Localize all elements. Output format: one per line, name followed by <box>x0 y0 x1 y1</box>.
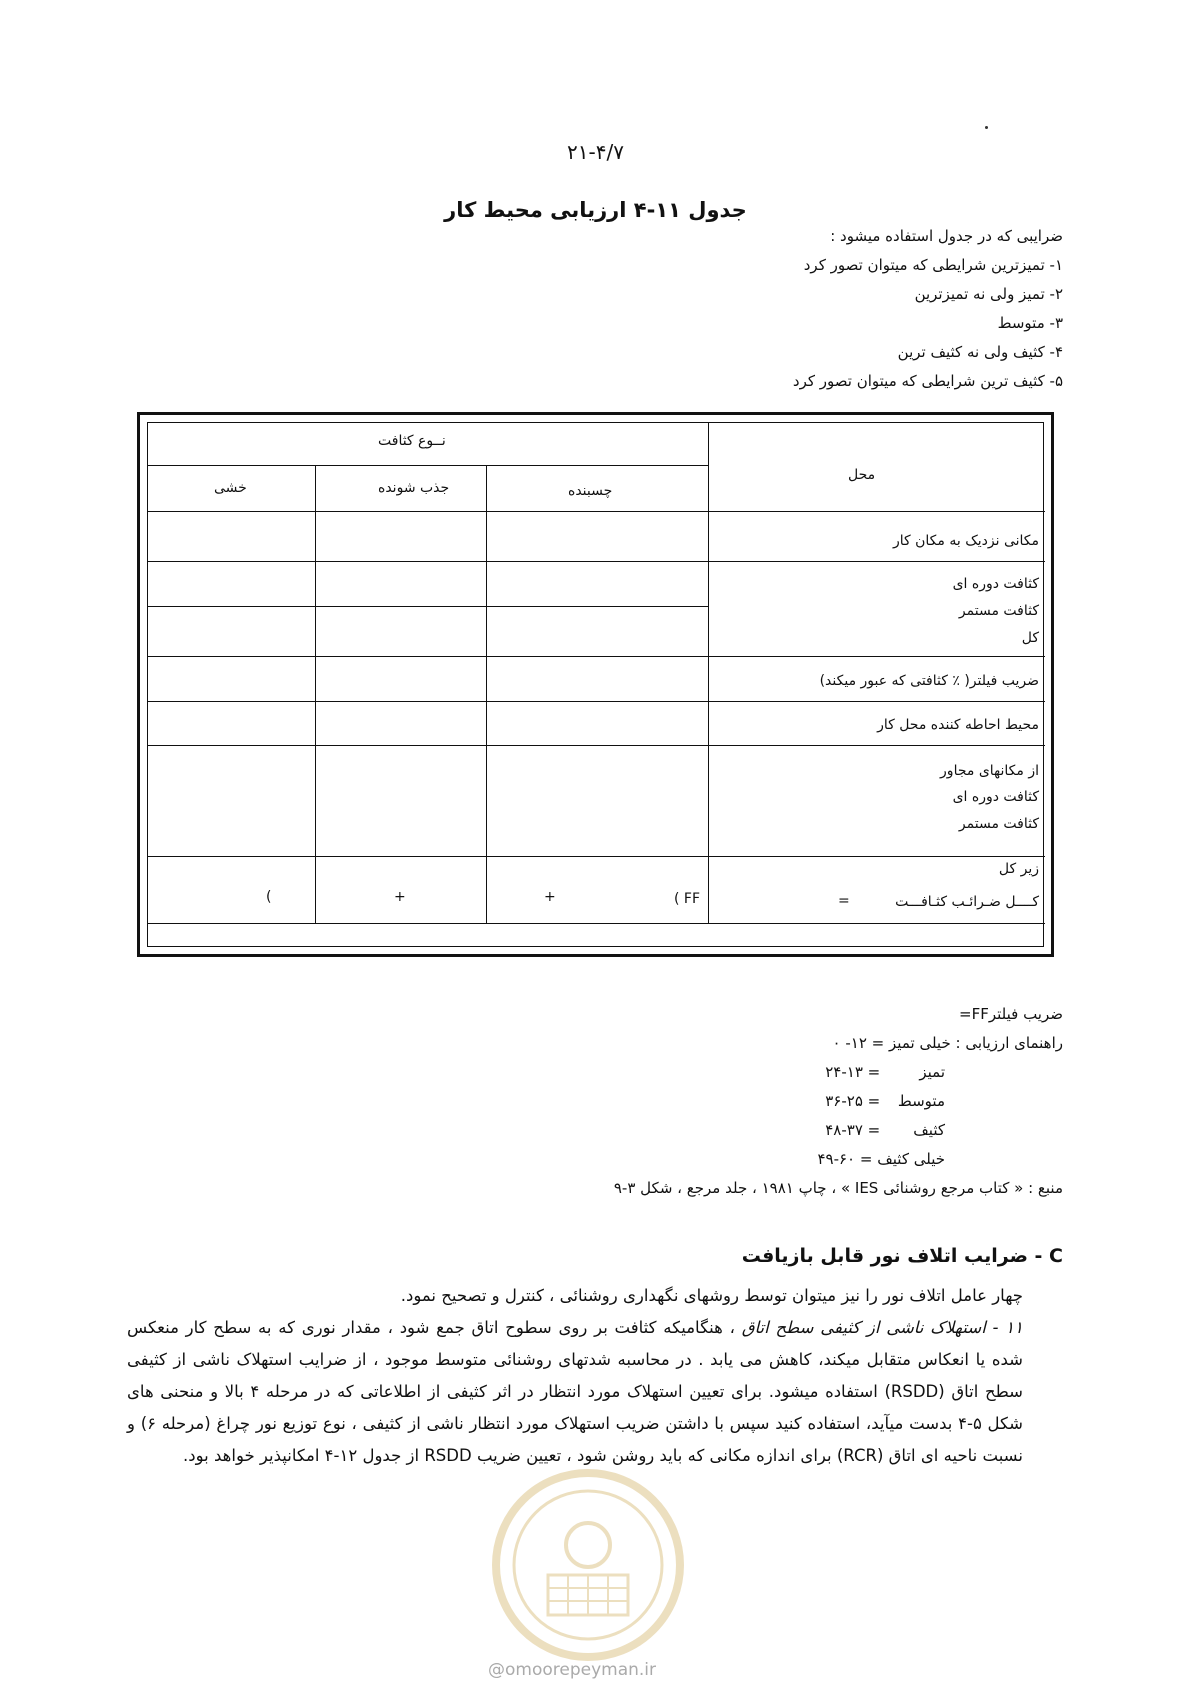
formula-plus-1: + <box>544 889 556 905</box>
level-4: ۴- کثیف ولی نه کثیف ترین <box>897 343 1063 361</box>
guide-average-range: = ۳۶-۲۵ <box>825 1092 881 1110</box>
row-adjacent: از مکانهای مجاور <box>940 763 1039 779</box>
guide-clean-label: تمیز <box>919 1063 945 1081</box>
hline-header-bottom <box>148 511 708 512</box>
hline-loc-header <box>708 511 1045 512</box>
divider-col-2 <box>315 465 316 923</box>
divider-col-1 <box>486 465 487 923</box>
guide-average-label: متوسط <box>897 1092 945 1110</box>
guide-line-2 <box>463 1058 1063 1087</box>
paragraph-1: چهار عامل اتلاف نور را نیز میتوان توسط روشهای نگهداری روشنائی ، کنترل و تصحیح نمود. <box>400 1286 1023 1305</box>
guide-label: راهنمای ارزیابی : <box>955 1034 1063 1052</box>
level-5: ۵- کثیف ترین شرایطی که میتوان تصور کرد <box>792 372 1063 390</box>
source-line: منبع : « کتاب مرجع روشنائی IES » ، چاپ ۱۹۸۱ ، جلد مرجع ، شکل ۳-۹ <box>613 1179 1063 1197</box>
row-near-workplace: مکانی نزدیک به مکان کار <box>892 533 1039 549</box>
section-body <box>127 1280 1063 1472</box>
guide-line-1 <box>463 1029 1063 1058</box>
level-2: ۲- تمیز ولی نه تمیزترین <box>914 285 1063 303</box>
hline-group-header <box>148 465 708 466</box>
watermark-seal-icon <box>488 1465 688 1665</box>
formula-ff: ( FF <box>674 891 701 907</box>
footer-site: @omoorepeyman.ir <box>488 1660 657 1680</box>
paragraph-2-heading: ۱۱ - استهلاک ناشی از کثیفی سطح اتاق <box>741 1318 1023 1337</box>
hline-row-6 <box>148 923 1045 924</box>
level-1: ۱- تمیزترین شرایطی که میتوان تصور کرد <box>803 256 1063 274</box>
section-heading: C - ضرایب اتلاف نور قابل بازیافت <box>741 1245 1063 1267</box>
notes-block <box>463 1000 1063 1203</box>
guide-very-dirty-range: = ۶۰-۴۹ <box>817 1150 873 1168</box>
table-title: جدول ۱۱-۴ ارزیابی محیط کار <box>444 198 747 222</box>
guide-line-5 <box>463 1145 1063 1174</box>
guide-dirty-range: = ۴۸-۳۷ <box>825 1121 881 1139</box>
formula-plus-2: + <box>394 889 406 905</box>
guide-very-clean-label: خیلی تمیز <box>889 1034 951 1052</box>
row-total: کل <box>1021 630 1039 646</box>
row-total-factors: کــــل ضـرائـب کثـافـــت <box>895 894 1039 910</box>
header-location: محل <box>848 467 876 483</box>
header-adhesive: چسبنده <box>568 483 613 499</box>
row-constant-dirt: کثافت مستمر <box>958 603 1039 619</box>
row-adj-constant: کثافت مستمر <box>958 816 1039 832</box>
guide-very-dirty-label: خیلی کثیف <box>877 1150 945 1168</box>
hline-row-2a <box>148 606 708 607</box>
guide-very-clean-range: = ۱۲- ۰ <box>832 1034 885 1052</box>
row-surrounding: محیط احاطه کننده محل کار <box>877 717 1039 733</box>
intro-lead: ضرایبی که در جدول استفاده میشود : <box>830 227 1063 245</box>
guide-clean-range: = ۲۴-۱۳ <box>825 1063 881 1081</box>
header-absorbable: جذب شونده <box>378 480 450 496</box>
row-periodic-dirt: کثافت دوره ای <box>952 576 1039 592</box>
row-subtotal: زیر کل <box>998 861 1039 877</box>
page-number: ۲۱-۴/۷ <box>567 140 624 164</box>
guide-line-4 <box>463 1116 1063 1145</box>
level-3: ۳- متوسط <box>997 314 1063 332</box>
evaluation-table <box>147 422 1044 947</box>
formula-close: ) <box>266 889 272 905</box>
guide-line-3 <box>463 1087 1063 1116</box>
header-neutral: خشی <box>214 480 247 496</box>
guide-dirty-label: کثیف <box>913 1121 945 1139</box>
hline-row-3 <box>148 701 1045 702</box>
scan-speck <box>985 126 988 129</box>
hline-row-1 <box>148 561 1045 562</box>
row-adj-periodic: کثافت دوره ای <box>952 789 1039 805</box>
formula-equals: = <box>838 893 850 909</box>
ff-definition: ضریب فیلترFF= <box>959 1005 1063 1023</box>
row-filter-factor: ضریب فیلتر( ٪ کثافتی که عبور میکند) <box>819 673 1039 689</box>
hline-row-2 <box>148 656 1045 657</box>
hline-row-4 <box>148 745 1045 746</box>
paragraph-2-text: ، هنگامیکه کثافت بر روی سطوح اتاق جمع شود ، مقدار نوری که به سطح کار منعکس شده یا انعکاس متقابل میکند، کاهش می یابد . در محاسبه شدتهای روشنائی متوسط موجود ، از ضرایب استهلاک ناشی از کثیفی سطح اتاق (RSDD) استفاده میشود. برای تعیین استهلاک مورد انتظار در اثر کثیفی از اطلاعاتی که در مرحله ۴ بالا و منحنی های شکل ۵-۴ بدست میآید، استفاده کنید سپس با داشتن ضریب استهلاک مورد انتظار ناشی از کثیفی ، نوع توزیع نور چراغ (مرحله ۶) و نسبت ناحیه ای اتاق (RCR) برای اندازه مکانی که باید روشن شود ، تعیین ضریب RSDD از جدول ۱۲-۴ امکانپذیر خواهد بود. <box>127 1318 1023 1465</box>
header-dirt-type: نــوع کثافت <box>378 433 446 449</box>
divider-location <box>708 423 709 923</box>
paragraph-2 <box>127 1312 1063 1472</box>
intro-block <box>363 222 1063 396</box>
hline-row-5 <box>148 856 1045 857</box>
